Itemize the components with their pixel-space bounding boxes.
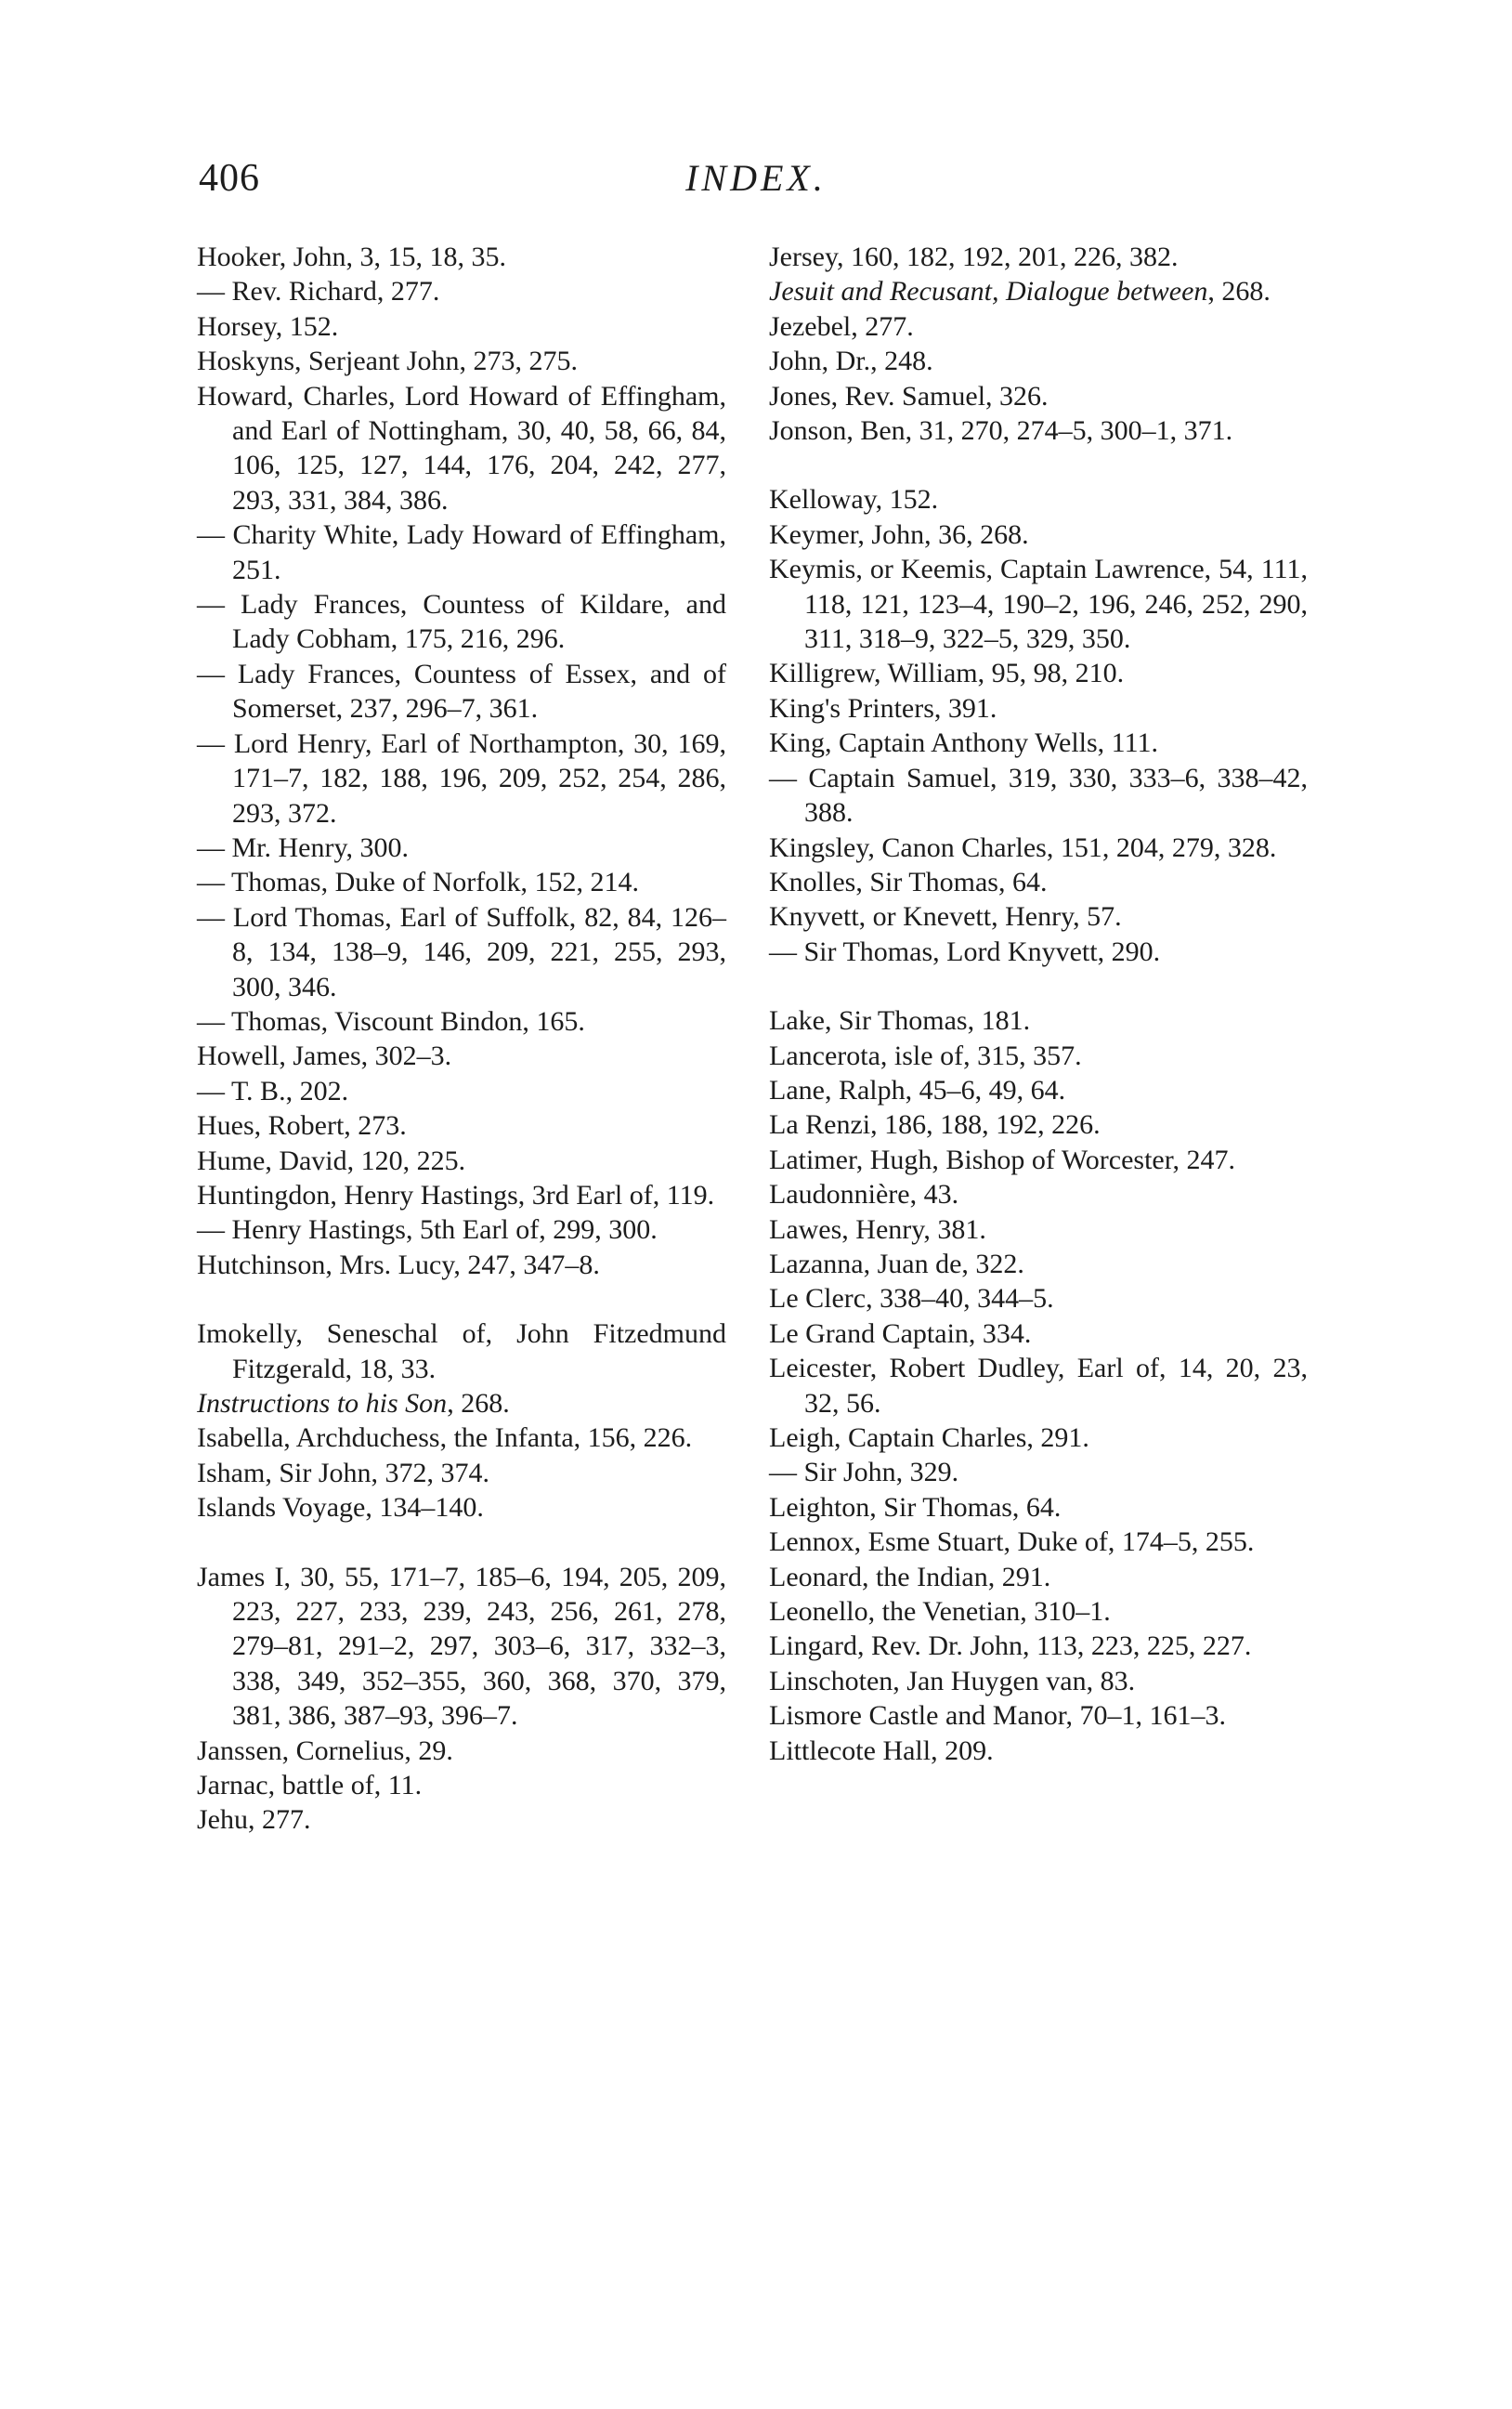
index-entry: Isabella, Archduchess, the Infanta, 156, 226. [197,1422,693,1454]
section-gap [769,969,1308,1003]
index-entry: Lismore Castle and Manor, 70–1, 161–3. [769,1700,1227,1732]
index-entry: — Thomas, Viscount Bindon, 165. [197,1005,585,1037]
index-entry: Linschoten, Jan Huygen van, 83. [769,1665,1136,1696]
index-entry: Lake, Sir Thomas, 181. [769,1005,1031,1037]
index-entry: James I, 30, 55, 171–7, 185–6, 194, 205, 209, 223, 227, 233, 239, 243, 256, 261, 278, 279–81, 291–2, 297, 303–6, 317, 332–3, 338, 349, 352–355, 360, 368, 370, 379, 381, 386, 387–93, 396–7. [197,1561,726,1732]
index-entry: Janssen, Cornelius, 29. [197,1735,453,1766]
index-entry: Le Clerc, 338–40, 344–5. [769,1283,1054,1315]
index-entry: Jesuit and Recusant, Dialogue between, 268. [769,276,1271,308]
index-entry: Kelloway, 152. [769,484,939,516]
page-title: INDEX. [685,157,827,199]
index-entry: Isham, Sir John, 372, 374. [197,1457,489,1488]
index-entry: Lazanna, Juan de, 322. [769,1248,1024,1279]
index-entry: Keymer, John, 36, 268. [769,518,1029,550]
index-entry: Leicester, Robert Dudley, Earl of, 14, 20, 23, 32, 56. [769,1353,1308,1419]
index-entry: Hutchinson, Mrs. Lucy, 247, 347–8. [197,1249,600,1280]
section-gap [197,1525,726,1560]
section-gap [197,1282,726,1316]
index-entry: Jersey, 160, 182, 192, 201, 226, 382. [769,242,1179,272]
index-entry: Laudonnière, 43. [769,1179,959,1211]
index-entry: King's Printers, 391. [769,692,997,724]
index-entry: Knyvett, or Knevett, Henry, 57. [769,901,1122,933]
index-entry: — Captain Samuel, 319, 330, 333–6, 338–42, 388. [769,762,1308,829]
index-entry: Leonard, the Indian, 291. [769,1561,1051,1592]
index-entry: Lancerota, isle of, 315, 357. [769,1040,1082,1071]
index-entry: — Lady Frances, Countess of Kildare, and Lady Cobham, 175, 216, 296. [197,589,726,655]
index-entry: Hooker, John, 3, 15, 18, 35. [197,242,506,272]
index-entry: — Lady Frances, Countess of Essex, and of Somerset, 237, 296–7, 361. [197,658,726,725]
index-entry: Hume, David, 120, 225. [197,1145,466,1176]
index-column-right [769,240,1308,1768]
index-entry: Imokelly, Seneschal of, John Fitzedmund Fitzgerald, 18, 33. [197,1318,726,1384]
index-entry: Latimer, Hugh, Bishop of Worcester, 247. [769,1144,1236,1175]
index-column-left [197,240,726,1838]
index-entry: Jezebel, 277. [769,310,914,342]
section-gap [769,448,1308,482]
index-entry: Hoskyns, Serjeant John, 273, 275. [197,346,578,377]
index-entry: — Rev. Richard, 277. [197,276,440,308]
index-entry: — Thomas, Duke of Norfolk, 152, 214. [197,867,640,898]
index-entry: — T. B., 202. [197,1075,349,1106]
index-entry: Islands Voyage, 134–140. [197,1492,484,1524]
index-entry: Hues, Robert, 273. [197,1110,407,1142]
index-entry: Le Grand Captain, 334. [769,1317,1032,1349]
page-number: 406 [199,157,260,200]
index-entry: — Charity White, Lady Howard of Effingham, 251. [197,519,726,585]
index-entry: Horsey, 152. [197,310,339,342]
index-entry: Jones, Rev. Samuel, 326. [769,380,1049,412]
index-entry: Howard, Charles, Lord Howard of Effingham, and Earl of Nottingham, 30, 40, 58, 66, 84, 106, 125, 127, 144, 176, 204, 242, 277, 293, 331, 384, 386. [197,380,726,516]
index-entry: Leigh, Captain Charles, 291. [769,1422,1089,1453]
index-entry: Keymis, or Keemis, Captain Lawrence, 54, 111, 118, 121, 123–4, 190–2, 196, 246, 252, 290, 311, 318–9, 322–5, 329, 350. [769,554,1308,655]
index-entry: Jarnac, battle of, 11. [197,1770,423,1801]
index-entry: John, Dr., 248. [769,346,933,377]
index-entry: Killigrew, William, 95, 98, 210. [769,658,1125,689]
index-entry: Littlecote Hall, 209. [769,1735,994,1766]
index-entry: Jonson, Ben, 31, 270, 274–5, 300–1, 371. [769,415,1233,447]
index-entry: — Sir John, 329. [769,1457,959,1488]
work-title: Instructions to his Son [197,1388,448,1419]
index-entry: Lennox, Esme Stuart, Duke of, 174–5, 255. [769,1526,1255,1558]
index-entry: — Sir Thomas, Lord Knyvett, 290. [769,936,1161,967]
index-entry: Huntingdon, Henry Hastings, 3rd Earl of, 119. [197,1179,715,1211]
index-entry: Knolles, Sir Thomas, 64. [769,866,1048,897]
index-entry: Instructions to his Son, 268. [197,1388,510,1419]
index-entry: Jehu, 277. [197,1804,311,1836]
index-entry: Lawes, Henry, 381. [769,1213,986,1245]
index-entry: Kingsley, Canon Charles, 151, 204, 279, 328. [769,831,1277,863]
index-entry: — Lord Henry, Earl of Northampton, 30, 169, 171–7, 182, 188, 196, 209, 252, 254, 286, 293, 372. [197,727,726,829]
index-entry: Lingard, Rev. Dr. John, 113, 223, 225, 227. [769,1630,1252,1662]
index-entry: — Lord Thomas, Earl of Suffolk, 82, 84, 126–8, 134, 138–9, 146, 209, 221, 255, 293, 300, 346. [197,901,726,1002]
work-title: Jesuit and Recusant, Dialogue between [769,276,1208,308]
index-entry: La Renzi, 186, 188, 192, 226. [769,1109,1101,1141]
index-entry: Lane, Ralph, 45–6, 49, 64. [769,1074,1066,1106]
index-entry: — Henry Hastings, 5th Earl of, 299, 300. [197,1214,658,1246]
index-entry: King, Captain Anthony Wells, 111. [769,727,1158,759]
index-entry: Howell, James, 302–3. [197,1041,452,1072]
index-entry: Leighton, Sir Thomas, 64. [769,1491,1062,1523]
index-entry: Leonello, the Venetian, 310–1. [769,1596,1111,1628]
index-entry: — Mr. Henry, 300. [197,831,410,863]
